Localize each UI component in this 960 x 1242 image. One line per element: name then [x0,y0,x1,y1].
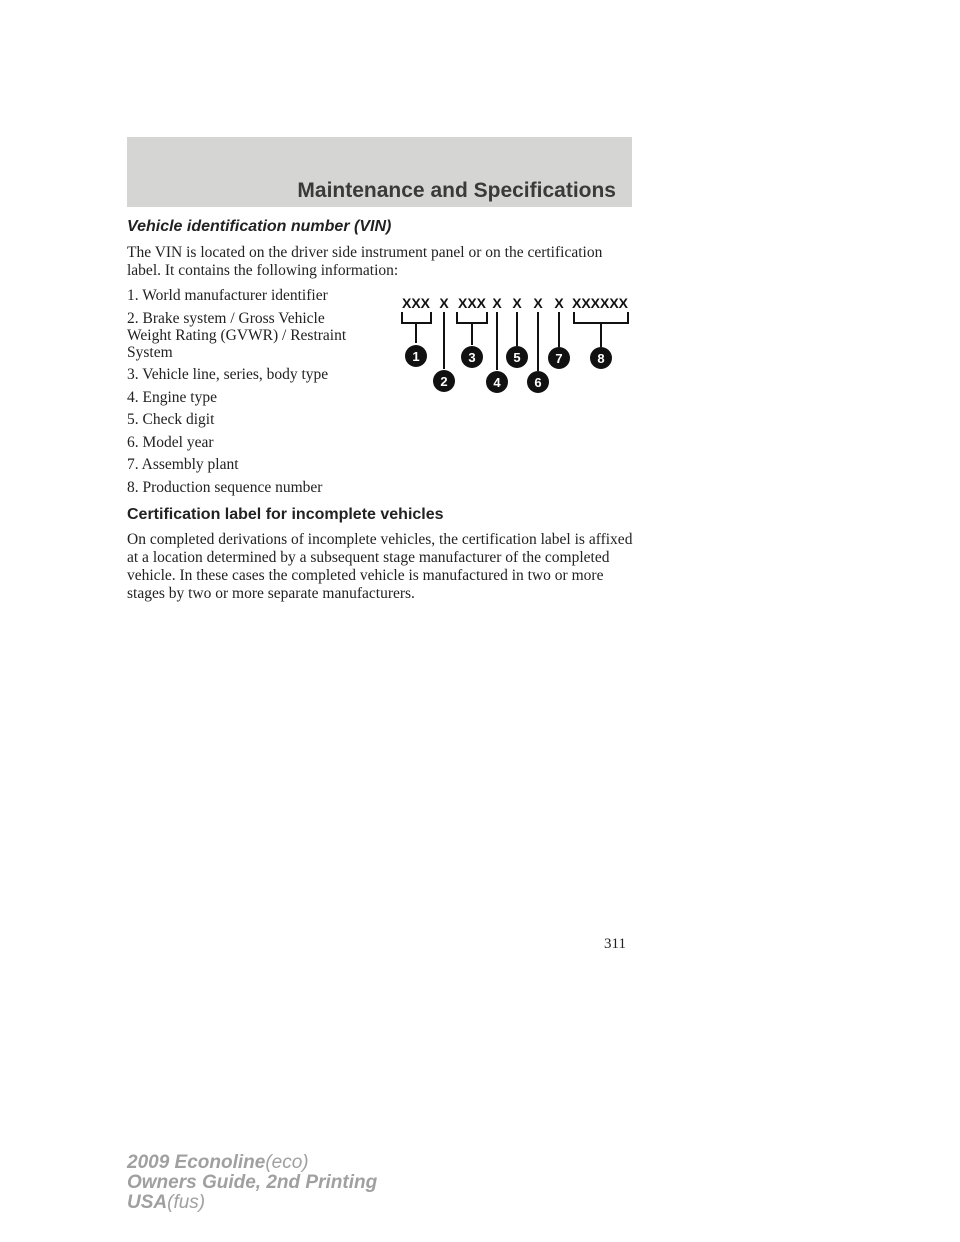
vin-group-3: XXX [457,295,487,311]
footer-model: 2009 Econoline [127,1152,266,1173]
vin-intro-paragraph: The VIN is located on the driver side instrument panel or on the certification label. It contains the following information: [127,244,603,279]
footer [127,1153,377,1213]
callout-6: 6 [534,375,542,390]
list-item: 6. Model year [127,433,214,451]
vin-group-2: X [439,295,449,311]
vin-group-5: X [512,295,522,311]
footer-line-2: Owners Guide, 2nd Printing [127,1172,378,1193]
vin-diagram [390,287,640,397]
list-item: 7. Assembly plant [127,456,239,473]
section-header-band [127,137,632,207]
list-item: 5. Check digit [127,411,215,428]
cert-paragraph: On completed derivations of incomplete vehicles, the certification label is affixed at a location determined by a subsequent stage manufacturer of the completed vehicle. In these cases the completed vehicle is manufactured in two or more stages by two or more separate manufacturers. [127,531,633,602]
footer-model-code: (eco) [265,1152,309,1173]
vin-group-7: X [554,295,564,311]
vin-heading: Vehicle identification number (VIN) [127,218,392,235]
callout-3: 3 [468,350,476,365]
callout-7: 7 [555,351,563,366]
vin-group-6: X [533,295,543,311]
callout-2: 2 [440,374,448,389]
vin-group-1: XXX [401,295,431,311]
footer-market: USA [127,1192,168,1213]
footer-line-1 [127,1153,377,1173]
list-item: 1. World manufacturer identifier [127,287,328,304]
vin-group-4: X [492,295,502,311]
vin-group-8: XXXXXX [571,295,629,311]
callout-1: 1 [412,349,420,364]
footer-market-code: (fus) [167,1192,206,1213]
vin-info-list [127,287,367,501]
cert-heading: Certification label for incomplete vehicles [127,506,444,523]
list-item: 2. Brake system / Gross Vehicle Weight Rating (GVWR) / Restraint System [127,309,347,361]
footer-line-3 [127,1193,377,1213]
list-item: 8. Production sequence number [127,478,323,496]
callout-8: 8 [597,351,605,366]
section-title: Maintenance and Specifications [297,179,616,202]
callout-4: 4 [493,375,501,390]
page-number: 311 [604,936,626,952]
list-item: 3. Vehicle line, series, body type [127,366,329,383]
callout-5: 5 [513,350,521,365]
list-item: 4. Engine type [127,388,217,406]
